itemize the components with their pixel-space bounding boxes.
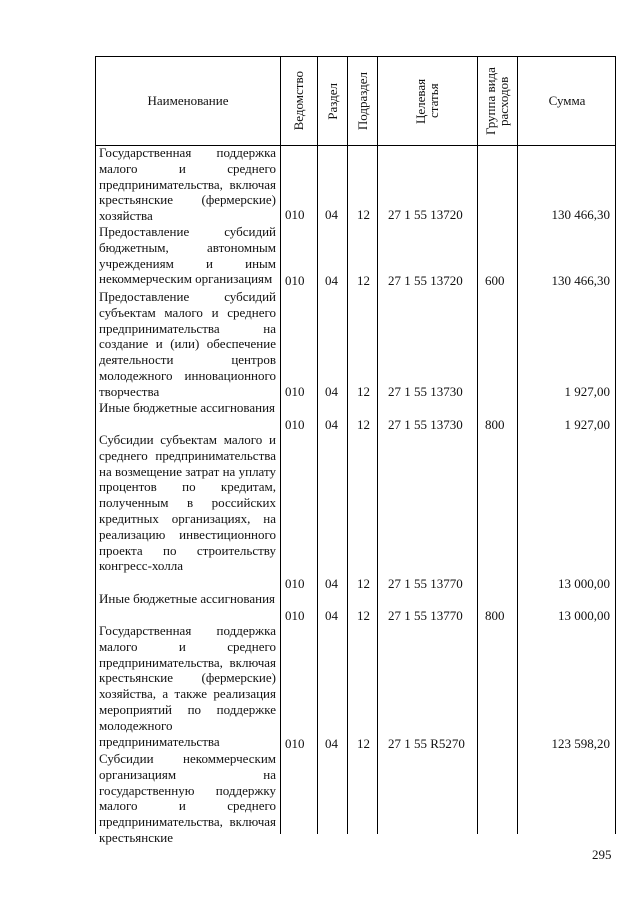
header-gruppa: Группа вида расходов	[483, 67, 511, 135]
row-name: Предоставление субсидий субъектам малого и среднего предпринимательства на создание и (или) обеспечение деятельности центров молодежного инновационного творчества	[99, 289, 276, 399]
col-divider	[347, 57, 348, 834]
row-celevaya: 27 1 55 13770	[388, 576, 463, 591]
row-razdel: 04	[325, 608, 338, 623]
row-podrazdel: 12	[357, 576, 370, 591]
row-gruppa: 800	[485, 417, 505, 432]
budget-table	[95, 56, 616, 845]
col-divider	[280, 57, 281, 834]
row-celevaya: 27 1 55 R5270	[388, 736, 465, 751]
header-summa: Сумма	[548, 93, 586, 108]
row-summa: 13 000,00	[558, 608, 610, 623]
row-name: Государственная поддержка малого и среднего предпринимательства, включая крестьянские (фермерские) хозяйства, а также реализация мероприятий по поддержке молодежного предпринимательства	[99, 623, 276, 749]
row-summa: 123 598,20	[551, 736, 610, 751]
header-ved: Ведомство	[291, 71, 306, 131]
page-number: 295	[592, 847, 612, 862]
row-ved: 010	[285, 736, 305, 751]
row-summa: 130 466,30	[551, 207, 610, 222]
row-summa: 130 466,30	[551, 273, 610, 288]
row-podrazdel: 12	[357, 384, 370, 399]
row-ved: 010	[285, 273, 305, 288]
row-razdel: 04	[325, 273, 338, 288]
row-ved: 010	[285, 384, 305, 399]
row-celevaya: 27 1 55 13720	[388, 273, 463, 288]
row-name: Предоставление субсидий бюджетным, автономным учреждениям и иным некоммерческим организациям	[99, 224, 276, 287]
col-divider	[477, 57, 478, 834]
row-razdel: 04	[325, 207, 338, 222]
row-razdel: 04	[325, 384, 338, 399]
row-name: Иные бюджетные ассигнования	[99, 400, 276, 415]
row-razdel: 04	[325, 417, 338, 432]
row-razdel: 04	[325, 576, 338, 591]
row-celevaya: 27 1 55 13730	[388, 384, 463, 399]
header-podrazdel: Подраздел	[354, 71, 370, 131]
row-summa: 13 000,00	[558, 576, 610, 591]
row-summa: 1 927,00	[564, 417, 610, 432]
row-gruppa: 600	[485, 273, 505, 288]
col-divider	[377, 57, 378, 834]
row-ved: 010	[285, 608, 305, 623]
row-gruppa: 800	[485, 608, 505, 623]
header-name: Наименование	[147, 93, 229, 108]
row-celevaya: 27 1 55 13770	[388, 608, 463, 623]
row-razdel: 04	[325, 736, 338, 751]
row-ved: 010	[285, 576, 305, 591]
row-ved: 010	[285, 207, 305, 222]
header-razdel: Раздел	[324, 82, 340, 120]
row-name: Иные бюджетные ассигнования	[99, 591, 276, 606]
header-celevaya: Целевая статья	[413, 78, 441, 124]
row-podrazdel: 12	[357, 608, 370, 623]
col-divider	[517, 57, 518, 834]
row-podrazdel: 12	[357, 207, 370, 222]
col-divider	[317, 57, 318, 834]
row-celevaya: 27 1 55 13720	[388, 207, 463, 222]
row-ved: 010	[285, 417, 305, 432]
row-podrazdel: 12	[357, 273, 370, 288]
row-podrazdel: 12	[357, 736, 370, 751]
row-name: Государственная поддержка малого и среднего предпринимательства, включая крестьянские (фермерские) хозяйства	[99, 145, 276, 224]
row-celevaya: 27 1 55 13730	[388, 417, 463, 432]
row-name: Субсидии субъектам малого и среднего предпринимательства на возмещение затрат на уплату процентов по кредитам, полученным в российских кредитных организациях, на реализацию инвестиционного проекта по строительству конгресс-холла	[99, 432, 276, 574]
row-podrazdel: 12	[357, 417, 370, 432]
row-summa: 1 927,00	[564, 384, 610, 399]
row-name: Субсидии некоммерческим организациям на государственную поддержку малого и среднего предпринимательства, включая крестьянские	[99, 751, 276, 845]
